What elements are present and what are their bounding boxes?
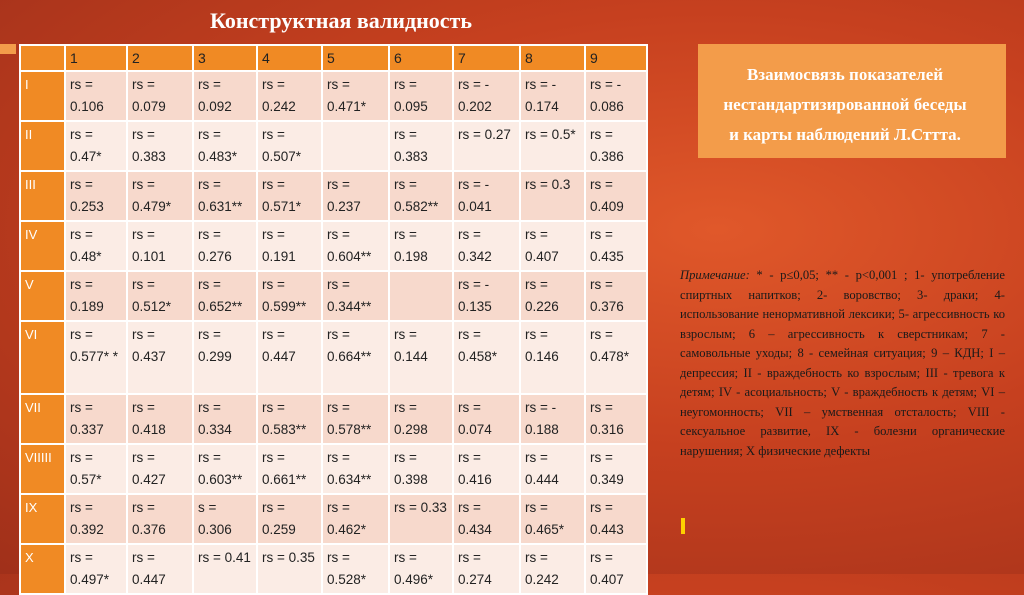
table-row [20,494,647,544]
table-cell: rs = 0.462* [322,494,389,544]
table-cell: rs = - 0.188 [520,394,585,444]
table-cell: rs = - 0.041 [453,171,520,221]
table-row [20,221,647,271]
table-cell: rs = 0.577* * [65,321,127,394]
table-cell: rs = 0.386 [585,121,647,171]
table-cell: rs = 0.274 [453,544,520,594]
table-cell: rs = 0.106 [65,71,127,121]
table-cell: rs = 0.583** [257,394,322,444]
table-cell: rs = 0.392 [65,494,127,544]
column-header-9: 9 [585,45,647,71]
table-cell: rs = 0.191 [257,221,322,271]
table-cell: rs = 0.496* [389,544,453,594]
table-cell: rs = 0.398 [389,444,453,494]
table-cell: rs = 0.101 [127,221,193,271]
table-cell: rs = 0.582** [389,171,453,221]
table-cell: rs = - 0.135 [453,271,520,321]
table-row [20,271,647,321]
table-cell: rs = 0.443 [585,494,647,544]
table-cell: rs = - 0.086 [585,71,647,121]
row-header: V [20,271,65,321]
table-cell: rs = 0.599** [257,271,322,321]
table-cell: rs = 0.435 [585,221,647,271]
row-header: IX [20,494,65,544]
table-cell: rs = 0.242 [257,71,322,121]
table-cell: rs = 0.407 [585,544,647,594]
table-cell [322,121,389,171]
table-cell: rs = 0.383 [127,121,193,171]
table-cell: rs = 0.478* [585,321,647,394]
row-header: VI [20,321,65,394]
table-cell: rs = 0.512* [127,271,193,321]
table-cell: rs = 0.189 [65,271,127,321]
table-cell: rs = - 0.174 [520,71,585,121]
table-row [20,544,647,594]
table-cell: rs = 0.47* [65,121,127,171]
table-cell: rs = 0.41 [193,544,257,594]
table-cell: rs = 0.634** [322,444,389,494]
column-header-4: 4 [257,45,322,71]
table-cell: rs = 0.349 [585,444,647,494]
table-cell: rs = 0.652** [193,271,257,321]
table-cell: rs = 0.092 [193,71,257,121]
table-cell: rs = 0.334 [193,394,257,444]
column-header-1: 1 [65,45,127,71]
table-cell: rs = 0.074 [453,394,520,444]
table-cell: rs = 0.079 [127,71,193,121]
column-header-5: 5 [322,45,389,71]
table-cell: rs = 0.253 [65,171,127,221]
table-cell: rs = - 0.202 [453,71,520,121]
table-cell: rs = 0.344** [322,271,389,321]
table-heading [680,60,1010,150]
heading-line-2: нестандартизированной беседы [723,95,967,114]
table-cell: rs = 0.471* [322,71,389,121]
table-cell: rs = 0.27 [453,121,520,171]
table-cell: rs = 0.507* [257,121,322,171]
table-cell: rs = 0.571* [257,171,322,221]
table-cell: rs = 0.578** [322,394,389,444]
text-cursor-mark [681,518,685,534]
heading-line-1: Взаимосвязь показателей [746,65,944,84]
column-header-6: 6 [389,45,453,71]
table-cell: rs = 0.479* [127,171,193,221]
table-cell: rs = 0.483* [193,121,257,171]
table-cell: rs = 0.437 [127,321,193,394]
column-header-2: 2 [127,45,193,71]
table-cell: rs = 0.407 [520,221,585,271]
table-cell: rs = 0.237 [322,171,389,221]
table-cell: rs = 0.376 [127,494,193,544]
table-cell: rs = 0.276 [193,221,257,271]
table-cell: rs = 0.383 [389,121,453,171]
decorative-bar [0,44,16,54]
table-cell: rs = 0.528* [322,544,389,594]
slide-title: Конструктная валидность [210,8,472,33]
table-row [20,171,647,221]
table-cell: rs = 0.444 [520,444,585,494]
table-cell: rs = 0.447 [127,544,193,594]
row-header: I [20,71,65,121]
table-row [20,321,647,394]
table-cell: rs = 0.434 [453,494,520,544]
table-cell: rs = 0.5* [520,121,585,171]
table-cell: rs = 0.342 [453,221,520,271]
table-cell: rs = 0.298 [389,394,453,444]
table-cell: rs = 0.603** [193,444,257,494]
table-footnote [680,266,1005,461]
table-cell: rs = 0.299 [193,321,257,394]
table-cell: rs = 0.458* [453,321,520,394]
table-row [20,71,647,121]
heading-line-3: и карты наблюдений Л.Сттта. [729,125,961,144]
column-header-8: 8 [520,45,585,71]
table-cell: rs = 0.497* [65,544,127,594]
row-header: IV [20,221,65,271]
row-header: III [20,171,65,221]
table-cell: rs = 0.242 [520,544,585,594]
row-header: VII [20,394,65,444]
table-cell [389,271,453,321]
table-cell: rs = 0.416 [453,444,520,494]
correlation-table [19,44,648,595]
table-cell: rs = 0.226 [520,271,585,321]
table-cell: rs = 0.376 [585,271,647,321]
row-header: X [20,544,65,594]
table-cell: rs = 0.144 [389,321,453,394]
row-header: VIIIII [20,444,65,494]
table-cell: rs = 0.259 [257,494,322,544]
column-header-3: 3 [193,45,257,71]
table-cell: s = 0.306 [193,494,257,544]
row-header: II [20,121,65,171]
table-cell: rs = 0.337 [65,394,127,444]
column-header-7: 7 [453,45,520,71]
header-corner-cell [20,45,65,71]
table-cell: rs = 0.316 [585,394,647,444]
footnote-text: * - p≤0,05; ** - p<0,001 ; 1- употребление спиртных напитков; 2- воровство; 3- драки; 4- использование ненормативной лексики; 5- агрессивность ко взрослым; 6 – агрессивность к сверстникам; 7 - самовольные уходы; 8 - семейная ситуация; 9 – КДН; I – депрессия; II - враждебность ко взрослым; III - тревога к детям; IV - асоциальность; V - враждебность к детям; VI – неугомонность; VII – умственная отсталость; VIII - сексуальное развитие, IX - болезни органические нарушения; X физические дефекты [680,268,1005,458]
table-row [20,394,647,444]
table-cell: rs = 0.48* [65,221,127,271]
table-cell: rs = 0.661** [257,444,322,494]
table-cell: rs = 0.631** [193,171,257,221]
footnote-label: Примечание: [680,268,750,282]
table-cell: rs = 0.465* [520,494,585,544]
table-cell: rs = 0.418 [127,394,193,444]
table-cell: rs = 0.664** [322,321,389,394]
table-cell: rs = 0.146 [520,321,585,394]
table-cell: rs = 0.604** [322,221,389,271]
table-cell: rs = 0.3 [520,171,585,221]
table-cell: rs = 0.095 [389,71,453,121]
table-row [20,121,647,171]
table-cell: rs = 0.427 [127,444,193,494]
table-cell: rs = 0.35 [257,544,322,594]
table-cell: rs = 0.447 [257,321,322,394]
table-cell: rs = 0.57* [65,444,127,494]
table-cell: rs = 0.33 [389,494,453,544]
table-row [20,444,647,494]
table-cell: rs = 0.198 [389,221,453,271]
table-cell: rs = 0.409 [585,171,647,221]
